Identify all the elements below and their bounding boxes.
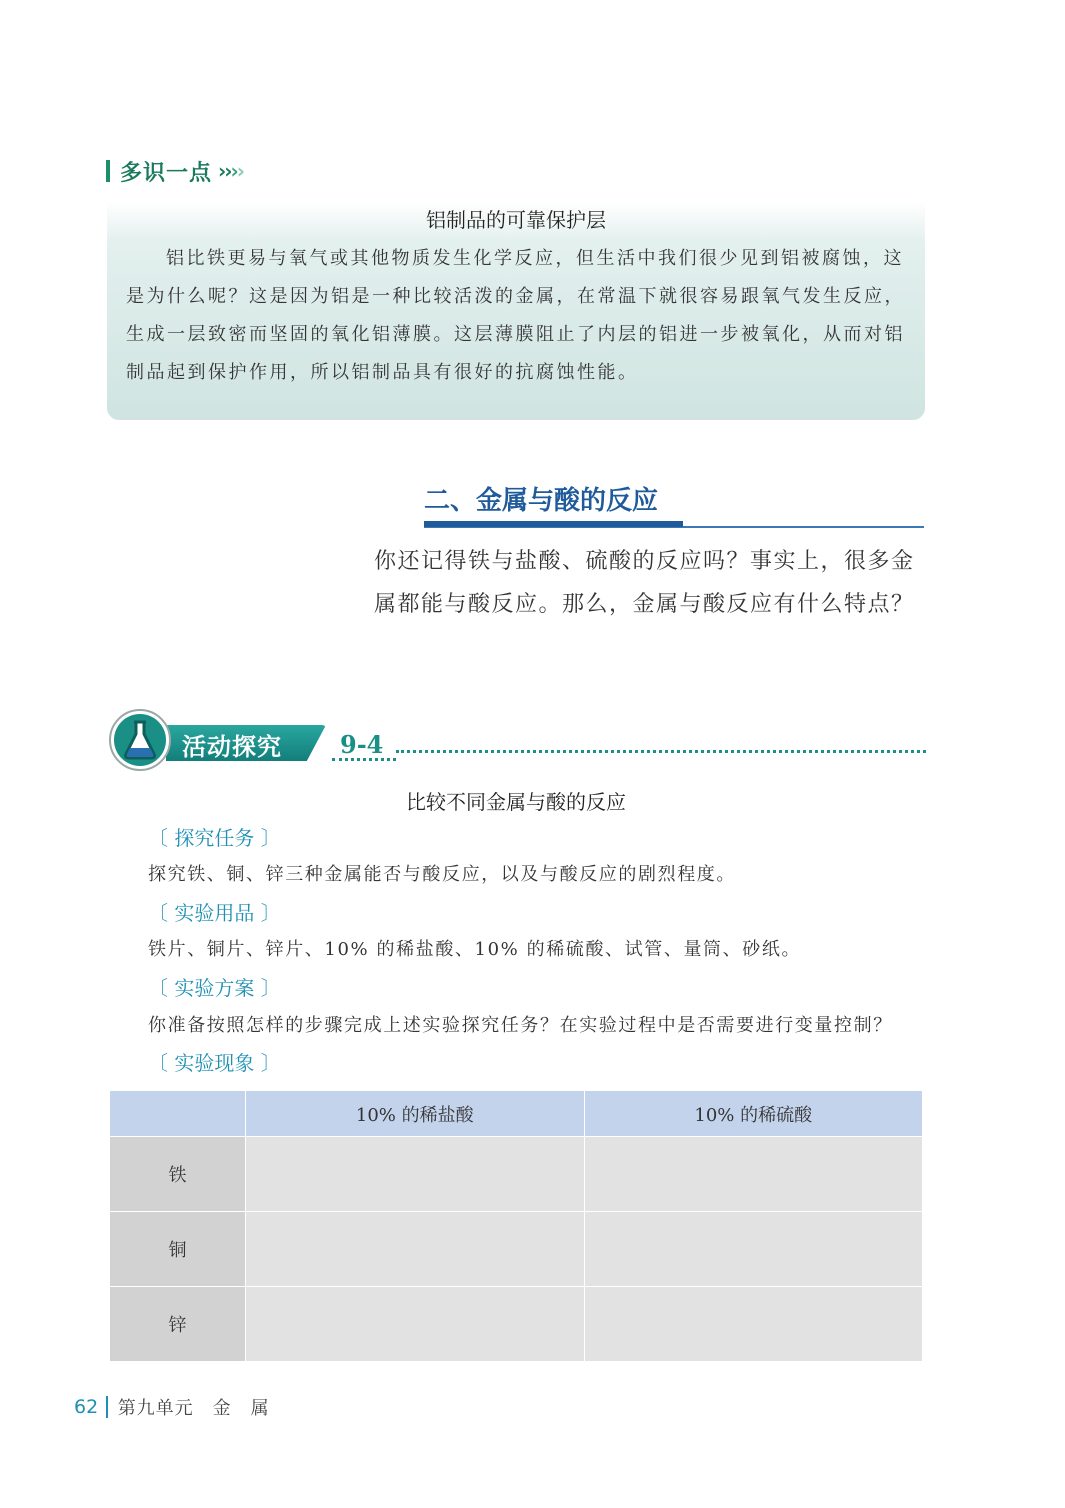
task-text: 探究铁、铜、锌三种金属能否与酸反应，以及与酸反应的剧烈程度。 <box>148 864 736 885</box>
plan-heading: 〔 实验方案 〕 <box>148 976 281 1000</box>
table-row <box>110 1287 923 1362</box>
materials-text: 铁片、铜片、锌片、10% 的稀盐酸、10% 的稀硫酸、试管、量筒、砂纸。 <box>148 939 802 960</box>
table-row <box>110 1137 923 1212</box>
chevrons-icon: ›››› <box>218 159 244 183</box>
knowledge-title: 铝制品的可靠保护层 <box>426 208 606 232</box>
results-table <box>109 1090 923 1362</box>
plan-text: 你准备按照怎样的步骤完成上述实验探究任务？在实验过程中是否需要进行变量控制？ <box>148 1015 893 1036</box>
row-label-iron: 铁 <box>110 1137 246 1212</box>
cell-zinc-h2so4 <box>584 1287 923 1362</box>
section-underline-accent <box>424 521 683 527</box>
page-footer <box>74 1394 270 1420</box>
knowledge-header-label: 多识一点 <box>120 160 213 186</box>
table-row <box>110 1212 923 1287</box>
section-intro: 你还记得铁与盐酸、硫酸的反应吗？事实上，很多金属都能与酸反应。那么，金属与酸反应有什么特点？ <box>374 549 915 617</box>
experiment-title: 比较不同金属与酸的反应 <box>406 790 626 814</box>
activity-label: 活动探究 <box>182 733 282 761</box>
materials-heading: 〔 实验用品 〕 <box>148 901 281 925</box>
cell-iron-h2so4 <box>584 1137 923 1212</box>
row-label-zinc: 锌 <box>110 1287 246 1362</box>
cell-copper-h2so4 <box>584 1212 923 1287</box>
table-header-corner <box>110 1091 246 1137</box>
activity-number: 9-4 <box>340 730 384 759</box>
phenomena-heading: 〔 实验现象 〕 <box>148 1051 281 1075</box>
table-header-h2so4: 10% 的稀硫酸 <box>584 1091 923 1137</box>
row-label-copper: 铜 <box>110 1212 246 1287</box>
flask-icon <box>108 708 172 772</box>
page-number: 62 <box>74 1396 99 1418</box>
activity-dotted-line <box>396 750 926 753</box>
cell-zinc-hcl <box>246 1287 585 1362</box>
unit-title: 第九单元 金 属 <box>117 1398 270 1419</box>
task-heading: 〔 探究任务 〕 <box>148 826 281 850</box>
table-header-hcl: 10% 的稀盐酸 <box>246 1091 585 1137</box>
knowledge-header <box>106 154 243 188</box>
section-title: 二、金属与酸的反应 <box>424 486 659 516</box>
cell-iron-hcl <box>246 1137 585 1212</box>
footer-divider <box>106 1396 108 1418</box>
knowledge-paragraph: 铝比铁更易与氧气或其他物质发生化学反应，但生活中我们很少见到铝被腐蚀，这是为什么呢？这是因为铝是一种比较活泼的金属，在常温下就很容易跟氧气发生反应，生成一层致密而坚固的氧化铝薄膜。这层薄膜阻止了内层的铝进一步被氧化，从而对铝制品起到保护作用，所以铝制品具有很好的抗腐蚀性能。 <box>126 248 905 383</box>
activity-dotted-line-short <box>332 758 396 761</box>
header-bar <box>106 160 110 182</box>
table-header-row <box>110 1091 923 1137</box>
cell-copper-hcl <box>246 1212 585 1287</box>
